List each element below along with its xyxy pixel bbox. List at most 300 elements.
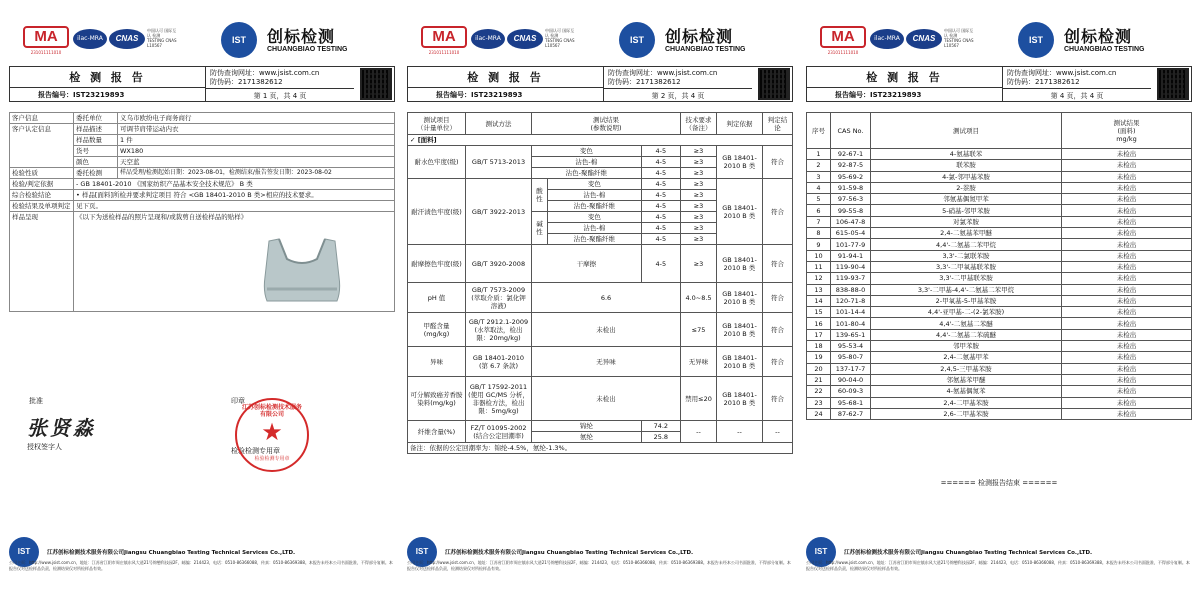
sweat-r2-req: ≥3 xyxy=(681,201,717,212)
sweat-r1-value: 4-5 xyxy=(641,190,680,201)
sweat-r2-label: 沾色-聚酯纤维 xyxy=(548,201,642,212)
amine-result: 未检出 xyxy=(1062,341,1192,352)
footer-company: 江苏创标检测技术服务有限公司Jiangsu Chuangbiao Testing Technical Services Co.,LTD. xyxy=(844,550,1093,556)
azo-req: 禁用≤20 xyxy=(681,377,717,421)
wash-item: 耐水色牢度(级) xyxy=(408,146,466,179)
report-title: 检 测 报 告 xyxy=(10,67,206,88)
brand-name-cn: 创标检测 xyxy=(1064,27,1133,46)
amine-item: 4,4'-二氨基二苯硫醚 xyxy=(871,329,1062,340)
report-number: 报告编号：IST23219893 xyxy=(408,88,604,102)
amine-item: 2-萘胺 xyxy=(871,182,1062,193)
odor-method: GB 18401-2010 (第 6.7 条款) xyxy=(466,347,532,377)
amine-no: 23 xyxy=(807,397,831,408)
sweat-r0-req: ≥3 xyxy=(681,179,717,190)
amine-no: 17 xyxy=(807,329,831,340)
amine-cas: 119-90-4 xyxy=(831,261,871,272)
wash-basis: GB 18401-2010 B 类 xyxy=(717,146,763,179)
col-header-result: 测试结果 (参数说明) xyxy=(532,113,681,135)
sweat-acid: 酸性 xyxy=(532,179,548,212)
amine-result: 未检出 xyxy=(1062,216,1192,227)
amine-cas: 95-80-7 xyxy=(831,352,871,363)
table-row xyxy=(807,386,1192,397)
amine-item: 4,4'-亚甲基-二-(2-氯苯胺) xyxy=(871,307,1062,318)
cert-text: 中国认可 国际互认 检测 TESTING CNAS L10567 xyxy=(545,28,575,48)
report-header xyxy=(5,10,399,62)
amine-cas: 60-09-3 xyxy=(831,386,871,397)
amine-result: 未检出 xyxy=(1062,149,1192,160)
amine-result: 未检出 xyxy=(1062,261,1192,272)
conclusion-value: • 样品[面料]所检并要求判定项目 符合 <GB 18401-2010 B 类>相应的技术要求。 xyxy=(74,190,395,201)
sweat-r0-label: 变色 xyxy=(548,179,642,190)
amine-cas: 119-93-7 xyxy=(831,273,871,284)
page-number: 第 1 页，共 4 页 xyxy=(206,88,354,102)
report-header xyxy=(802,10,1196,62)
formaldehyde-basis: GB 18401-2010 B 类 xyxy=(717,313,763,347)
title-bar xyxy=(806,66,1192,102)
ist-logo: IST xyxy=(221,22,257,58)
verify-code: 防伪码：2171382612 xyxy=(210,78,283,86)
footer-address: 公司主页：http://www.jsist.com.cn，地址：江苏省江阴市周庄镇东风大道21号锦懋科技园2F，邮编：214423，电话：0510-86366088，传真：0510-86369388。本报告未经本公司书面批准，不得部分复制。本报告仅对送检样品负责，检测结果仅对所检样品有效。 xyxy=(407,560,791,571)
report-title: 检 测 报 告 xyxy=(807,67,1003,88)
amine-result: 未检出 xyxy=(1062,228,1192,239)
rub-result: 4-5 xyxy=(641,245,680,283)
amine-cas: 95-69-2 xyxy=(831,171,871,182)
table-row xyxy=(807,171,1192,182)
azo-basis: GB 18401-2010 B 类 xyxy=(717,377,763,421)
verify-info xyxy=(1007,69,1116,87)
sweat-r4-label: 沾色-棉 xyxy=(548,223,642,234)
photo-cell xyxy=(74,212,395,312)
client-info-label: 客户信息 xyxy=(10,113,74,124)
amine-result: 未检出 xyxy=(1062,239,1192,250)
sweat-r3-label: 变色 xyxy=(548,212,642,223)
col-header-basis: 判定依据 xyxy=(717,113,763,135)
amine-result: 未检出 xyxy=(1062,295,1192,306)
table-row xyxy=(807,250,1192,261)
report-number: 报告编号：IST23219893 xyxy=(10,88,206,102)
ma-number: 231011111010 xyxy=(827,50,859,55)
seal-label: 印章 xyxy=(231,397,245,405)
sweat-item: 耐汗渍色牢度(级) xyxy=(408,179,466,245)
seal-bottom-text: 检验检测专用章 xyxy=(254,456,290,462)
amine-no: 13 xyxy=(807,284,831,295)
sweat-basis: GB 18401-2010 B 类 xyxy=(717,179,763,245)
amine-no: 15 xyxy=(807,307,831,318)
rub-method: GB/T 3920-2008 xyxy=(466,245,532,283)
amine-cas: 91-59-8 xyxy=(831,182,871,193)
sweat-r4-value: 4-5 xyxy=(641,223,680,234)
amine-no: 21 xyxy=(807,374,831,385)
wash-r2-label: 沾色-聚酯纤维 xyxy=(532,168,642,179)
amine-result: 未检出 xyxy=(1062,171,1192,182)
sweat-r0-value: 4-5 xyxy=(641,179,680,190)
fiber-note: 备注：依据的公定回潮率为：锦纶-4.5%，氨纶-1.3%。 xyxy=(408,443,793,454)
amine-cas: 91-94-1 xyxy=(831,250,871,261)
table-row xyxy=(807,352,1192,363)
amine-result: 未检出 xyxy=(1062,205,1192,216)
table-row xyxy=(807,284,1192,295)
amine-item: 4-氨基偶氮苯 xyxy=(871,386,1062,397)
ma-logo: MA xyxy=(421,26,467,48)
sku-value: WX180 xyxy=(118,146,395,157)
amine-cas: 95-53-4 xyxy=(831,341,871,352)
sweat-r1-label: 沾色-棉 xyxy=(548,190,642,201)
brand-name-en: CHUANGBIAO TESTING xyxy=(267,46,348,53)
amine-no: 14 xyxy=(807,295,831,306)
table-row xyxy=(807,273,1192,284)
brand-name-en: CHUANGBIAO TESTING xyxy=(665,46,746,53)
amine-cas: 838-88-0 xyxy=(831,284,871,295)
table-row xyxy=(807,363,1192,374)
title-bar xyxy=(407,66,793,102)
col-header-no: 序号 xyxy=(807,113,831,149)
wash-r2-req: ≥3 xyxy=(681,168,717,179)
page-number: 第 2 页，共 4 页 xyxy=(604,88,752,102)
table-row xyxy=(807,149,1192,160)
azo-method: GB/T 17592-2011 (使用 GC/MS 分析，非器检方法，检出限：5mg/kg) xyxy=(466,377,532,421)
fiber-r0-value: 74.2 xyxy=(641,421,680,432)
fiber-item: 纤维含量(%) xyxy=(408,421,466,443)
amine-cas: 139-65-1 xyxy=(831,329,871,340)
amine-item: 2,4-二甲基苯胺 xyxy=(871,397,1062,408)
amine-no: 5 xyxy=(807,194,831,205)
ph-pass: 符合 xyxy=(763,283,793,313)
color-label: 颜色 xyxy=(74,157,118,168)
amine-cas: 106-47-8 xyxy=(831,216,871,227)
amine-result: 未检出 xyxy=(1062,352,1192,363)
standard-value: - GB 18401-2010 《国家纺织产品基本安全技术规范》 B 类 xyxy=(74,179,395,190)
amine-result: 未检出 xyxy=(1062,194,1192,205)
cert-text: 中国认可 国际互认 检测 TESTING CNAS L10567 xyxy=(147,28,177,48)
sweat-method: GB/T 3922-2013 xyxy=(466,179,532,245)
cnas-logo: CNAS xyxy=(507,29,543,49)
amine-no: 9 xyxy=(807,239,831,250)
qr-code-icon xyxy=(360,68,392,100)
table-row xyxy=(807,216,1192,227)
ilac-logo: ilac-MRA xyxy=(870,29,904,49)
rub-pass: 符合 xyxy=(763,245,793,283)
wash-r1-req: ≥3 xyxy=(681,157,717,168)
azo-result: 未检出 xyxy=(532,377,681,421)
verify-site: 防伪查询网址：www.jsist.com.cn xyxy=(1007,69,1117,77)
cert-text: 中国认可 国际互认 检测 TESTING CNAS L10567 xyxy=(944,28,974,48)
azo-pass: 符合 xyxy=(763,377,793,421)
client-label: 委托单位 xyxy=(74,113,118,124)
table-row xyxy=(807,228,1192,239)
amine-table xyxy=(806,112,1192,420)
verify-info xyxy=(210,69,319,87)
footer-company: 江苏创标检测技术服务有限公司Jiangsu Chuangbiao Testing Technical Services Co.,LTD. xyxy=(445,550,694,556)
amine-item: 3,3'-二甲氧基联苯胺 xyxy=(871,261,1062,272)
fiber-conclusion: -- xyxy=(763,421,793,443)
sweat-r5-value: 4-5 xyxy=(641,234,680,245)
ma-logo: MA xyxy=(820,26,866,48)
sweat-alkaline: 碱性 xyxy=(532,212,548,245)
amine-result: 未检出 xyxy=(1062,318,1192,329)
sweat-r3-req: ≥3 xyxy=(681,212,717,223)
fiber-r0-label: 锦纶 xyxy=(532,421,642,432)
wash-r1-value: 4-5 xyxy=(641,157,680,168)
photo-caption: 《以下为送检样品的照片呈现和/或裁剪自送检样品的贴样》 xyxy=(76,213,248,221)
desc-label: 样品描述 xyxy=(74,124,118,135)
footer-ist-logo: IST xyxy=(407,537,437,567)
ilac-logo: ilac-MRA xyxy=(73,29,107,49)
table-row xyxy=(807,239,1192,250)
amine-cas: 615-05-4 xyxy=(831,228,871,239)
table-row xyxy=(807,160,1192,171)
report-footer xyxy=(403,535,797,595)
amine-result: 未检出 xyxy=(1062,408,1192,419)
amine-result: 未检出 xyxy=(1062,374,1192,385)
photo-section: 样品呈现 xyxy=(10,212,74,312)
ph-method: GB/T 7573-2009 (萃取介质：氯化钾溶液) xyxy=(466,283,532,313)
table-row xyxy=(807,205,1192,216)
footer-address: 公司主页：http://www.jsist.com.cn，地址：江苏省江阴市周庄镇东风大道21号锦懋科技园2F，邮编：214423，电话：0510-86366088，传真：0510-86369388。本报告未经本公司书面批准，不得部分复制。本报告仅对送检样品负责，检测结果仅对所检样品有效。 xyxy=(9,560,393,571)
formaldehyde-req: ≤75 xyxy=(681,313,717,347)
type-section: 检验性质 xyxy=(10,168,74,179)
sample-info-label: 客户认定信息 xyxy=(10,124,74,168)
ph-basis: GB 18401-2010 B 类 xyxy=(717,283,763,313)
wash-r1-label: 沾色-棉 xyxy=(532,157,642,168)
report-footer xyxy=(5,535,399,595)
standard-section: 检验/判定依据 xyxy=(10,179,74,190)
table-row xyxy=(807,318,1192,329)
sweat-r5-label: 沾色-聚酯纤维 xyxy=(548,234,642,245)
wash-r0-value: 4-5 xyxy=(641,146,680,157)
wash-r0-label: 变色 xyxy=(532,146,642,157)
amine-result: 未检出 xyxy=(1062,397,1192,408)
table-row xyxy=(807,374,1192,385)
table-row xyxy=(807,182,1192,193)
ph-item: pH 值 xyxy=(408,283,466,313)
verify-site: 防伪查询网址：www.jsist.com.cn xyxy=(210,69,320,77)
odor-result: 无异味 xyxy=(532,347,681,377)
approve-label: 批准 xyxy=(29,397,43,405)
amine-item: 对氯苯胺 xyxy=(871,216,1062,227)
amine-item: 邻氨基偶氮甲苯 xyxy=(871,194,1062,205)
sweat-r1-req: ≥3 xyxy=(681,190,717,201)
star-icon: ★ xyxy=(261,418,283,446)
ph-result: 6.6 xyxy=(532,283,681,313)
brand-name-en: CHUANGBIAO TESTING xyxy=(1064,46,1145,53)
ist-logo: IST xyxy=(619,22,655,58)
seal-text: 江苏创标检测技术服务有限公司 xyxy=(241,404,302,418)
odor-req: 无异味 xyxy=(681,347,717,377)
wash-pass: 符合 xyxy=(763,146,793,179)
ma-number: 231011111010 xyxy=(428,50,460,55)
amine-no: 16 xyxy=(807,318,831,329)
sweat-pass: 符合 xyxy=(763,179,793,245)
sku-label: 货号 xyxy=(74,146,118,157)
title-bar xyxy=(9,66,395,102)
sweat-r3-value: 4-5 xyxy=(641,212,680,223)
amine-result: 未检出 xyxy=(1062,250,1192,261)
cnas-logo: CNAS xyxy=(906,29,942,49)
table-row xyxy=(807,329,1192,340)
amine-result: 未检出 xyxy=(1062,363,1192,374)
seal-sub-label: 检验检测专用章 xyxy=(231,447,280,455)
report-title: 检 测 报 告 xyxy=(408,67,604,88)
ph-req: 4.0~8.5 xyxy=(681,283,717,313)
report-end: ====== 检测报告结束 ====== xyxy=(940,479,1058,487)
amine-item: 联苯胺 xyxy=(871,160,1062,171)
odor-pass: 符合 xyxy=(763,347,793,377)
amine-item: 邻甲苯胺 xyxy=(871,341,1062,352)
azo-item: 可分解致癌芳香胺染料(mg/kg) xyxy=(408,377,466,421)
formaldehyde-method: GB/T 2912.1-2009 (水萃取法，检出限：20mg/kg) xyxy=(466,313,532,347)
wash-r0-req: ≥3 xyxy=(681,146,717,157)
footer-ist-logo: IST xyxy=(9,537,39,567)
amine-item: 3,3'-二甲基-4,4'-二氨基二苯甲烷 xyxy=(871,284,1062,295)
amine-no: 19 xyxy=(807,352,831,363)
amine-cas: 92-67-1 xyxy=(831,149,871,160)
amine-cas: 101-77-9 xyxy=(831,239,871,250)
amine-no: 7 xyxy=(807,216,831,227)
odor-basis: GB 18401-2010 B 类 xyxy=(717,347,763,377)
amine-cas: 101-14-4 xyxy=(831,307,871,318)
amine-result: 未检出 xyxy=(1062,284,1192,295)
fiber-basis: -- xyxy=(717,421,763,443)
report-header xyxy=(403,10,797,62)
amine-item: 3,3'-二氯联苯胺 xyxy=(871,250,1062,261)
amine-cas: 92-87-5 xyxy=(831,160,871,171)
ist-logo: IST xyxy=(1018,22,1054,58)
amine-no: 10 xyxy=(807,250,831,261)
footer-address: 公司主页：http://www.jsist.com.cn，地址：江苏省江阴市周庄镇东风大道21号锦懋科技园2F，邮编：214423，电话：0510-86366088，传真：0510-86369388。本报告未经本公司书面批准，不得部分复制。本报告仅对送检样品负责，检测结果仅对所检样品有效。 xyxy=(806,560,1190,571)
amine-result: 未检出 xyxy=(1062,160,1192,171)
color-value: 天空蓝 xyxy=(118,157,395,168)
verify-code: 防伪码：2171382612 xyxy=(608,78,681,86)
sweat-r5-req: ≥3 xyxy=(681,234,717,245)
amine-item: 2,4,5-三甲基苯胺 xyxy=(871,363,1062,374)
rub-result-label: 干摩擦 xyxy=(532,245,642,283)
amine-no: 4 xyxy=(807,182,831,193)
amine-item: 2,6-二甲基苯胺 xyxy=(871,408,1062,419)
fiber-r1-value: 25.8 xyxy=(641,432,680,443)
amine-item: 4,4'-二氨基二苯醚 xyxy=(871,318,1062,329)
results-table xyxy=(407,112,793,454)
report-page-1 xyxy=(5,0,399,604)
wash-method: GB/T 5713-2013 xyxy=(466,146,532,179)
amine-no: 6 xyxy=(807,205,831,216)
formaldehyde-item: 甲醛含量 (mg/kg) xyxy=(408,313,466,347)
ilac-logo: ilac-MRA xyxy=(471,29,505,49)
amine-result: 未检出 xyxy=(1062,182,1192,193)
ma-logo: MA xyxy=(23,26,69,48)
report-page-4 xyxy=(802,0,1196,604)
footer-ist-logo: IST xyxy=(806,537,836,567)
footer-company: 江苏创标检测技术服务有限公司Jiangsu Chuangbiao Testing Technical Services Co.,LTD. xyxy=(47,550,296,556)
amine-item: 2,4-二氨基苯甲醚 xyxy=(871,228,1062,239)
table-row xyxy=(807,341,1192,352)
col-header-item: 测试项目 xyxy=(871,113,1062,149)
sweat-r4-req: ≥3 xyxy=(681,223,717,234)
section-fabric: ✓ [面料] xyxy=(408,135,793,146)
amine-item: 3,3'-二甲基联苯胺 xyxy=(871,273,1062,284)
amine-cas: 137-17-7 xyxy=(831,363,871,374)
amine-cas: 87-62-7 xyxy=(831,408,871,419)
amine-cas: 95-68-1 xyxy=(831,397,871,408)
qty-value: 1 件 xyxy=(118,135,395,146)
result-value: 见下页。 xyxy=(74,201,395,212)
col-header-method: 测试方法 xyxy=(466,113,532,135)
sample-photo xyxy=(259,237,345,303)
rub-basis: GB 18401-2010 B 类 xyxy=(717,245,763,283)
table-row xyxy=(807,194,1192,205)
conclusion-section: 综合检验结论 xyxy=(10,190,74,201)
odor-item: 异味 xyxy=(408,347,466,377)
ma-number: 231011111010 xyxy=(30,50,62,55)
amine-no: 3 xyxy=(807,171,831,182)
amine-no: 11 xyxy=(807,261,831,272)
result-section: 检验结果及单项判定 xyxy=(10,201,74,212)
amine-item: 邻氨基苯甲醚 xyxy=(871,374,1062,385)
rub-req: ≥3 xyxy=(681,245,717,283)
col-header-cas: CAS No. xyxy=(831,113,871,149)
cnas-logo: CNAS xyxy=(109,29,145,49)
qr-code-icon xyxy=(758,68,790,100)
col-header-requirement: 技术要求 （备注） xyxy=(681,113,717,135)
amine-item: 4-氯-邻甲基苯胺 xyxy=(871,171,1062,182)
amine-no: 12 xyxy=(807,273,831,284)
formaldehyde-result: 未检出 xyxy=(532,313,681,347)
report-footer xyxy=(802,535,1196,595)
amine-item: 4-氨基联苯 xyxy=(871,149,1062,160)
table-row xyxy=(807,307,1192,318)
verify-info xyxy=(608,69,717,87)
verify-code: 防伪码：2171382612 xyxy=(1007,78,1080,86)
amine-item: 5-硝基-邻甲苯胺 xyxy=(871,205,1062,216)
company-seal xyxy=(235,398,309,472)
amine-no: 20 xyxy=(807,363,831,374)
fiber-r1-label: 氨纶 xyxy=(532,432,642,443)
amine-cas: 90-04-0 xyxy=(831,374,871,385)
table-row xyxy=(807,295,1192,306)
rub-item: 耐摩擦色牢度(级) xyxy=(408,245,466,283)
fiber-req: -- xyxy=(681,421,717,443)
signer-label: 授权签字人 xyxy=(27,443,62,451)
brand-name-cn: 创标检测 xyxy=(267,27,336,46)
amine-result: 未检出 xyxy=(1062,273,1192,284)
amine-result: 未检出 xyxy=(1062,307,1192,318)
report-number: 报告编号：IST23219893 xyxy=(807,88,1003,102)
amine-item: 4,4'-二氨基二苯甲烷 xyxy=(871,239,1062,250)
sample-info-table xyxy=(9,112,395,312)
amine-no: 2 xyxy=(807,160,831,171)
client-value: 义乌市欧纷电子商务商行 xyxy=(118,113,395,124)
signature: 张贤淼 xyxy=(27,416,96,440)
col-header-conclusion: 判定结论 xyxy=(763,113,793,135)
amine-cas: 97-56-3 xyxy=(831,194,871,205)
amine-no: 22 xyxy=(807,386,831,397)
amine-no: 1 xyxy=(807,149,831,160)
verify-site: 防伪查询网址：www.jsist.com.cn xyxy=(608,69,718,77)
amine-cas: 101-80-4 xyxy=(831,318,871,329)
col-header-result: 测试结果 (面料) mg/kg xyxy=(1062,113,1192,149)
test-dates: 样品受理/检测起始日期：2023-08-01，检测结束/报告签发日期：2023-08-02 xyxy=(118,168,395,179)
wash-r2-value: 4-5 xyxy=(641,168,680,179)
amine-no: 18 xyxy=(807,341,831,352)
amine-item: 2-甲氧基-5-甲基苯胺 xyxy=(871,295,1062,306)
amine-no: 8 xyxy=(807,228,831,239)
brand-name-cn: 创标检测 xyxy=(665,27,734,46)
table-row xyxy=(807,408,1192,419)
amine-result: 未检出 xyxy=(1062,329,1192,340)
amine-item: 2,4-二氨基甲苯 xyxy=(871,352,1062,363)
sweat-r2-value: 4-5 xyxy=(641,201,680,212)
type-label: 委托检测 xyxy=(74,168,118,179)
qr-code-icon xyxy=(1157,68,1189,100)
